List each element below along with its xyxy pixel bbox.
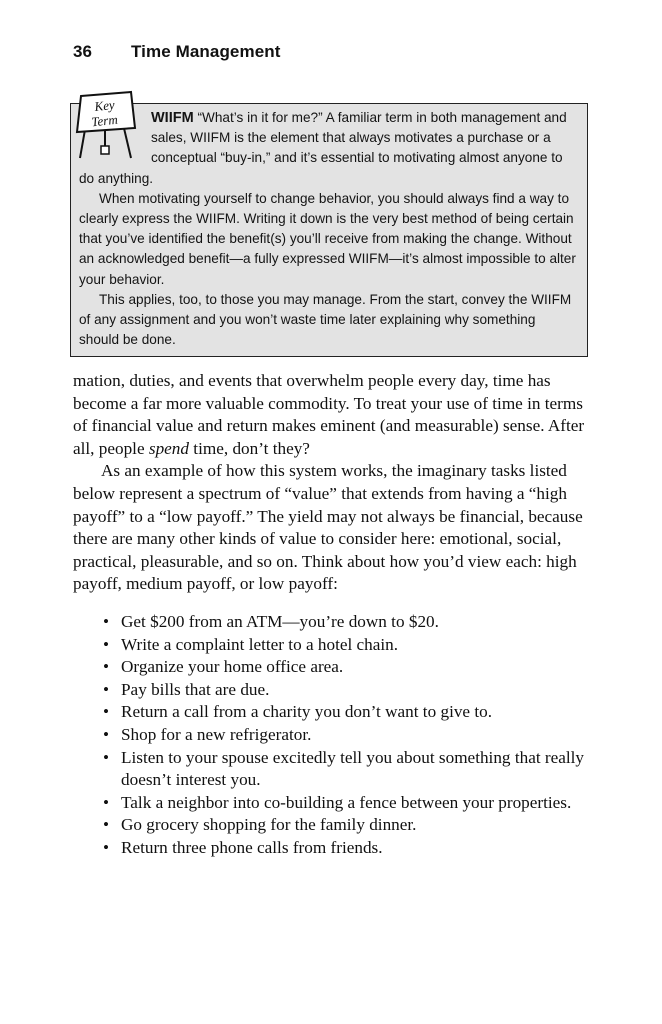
bullet: • <box>103 702 110 722</box>
bullet: • <box>103 634 110 654</box>
list-item: • Listen to your spouse excitedly tell you about something that really doesn’t interest you. <box>103 747 585 790</box>
list-item: • Return three phone calls from friends. <box>73 837 585 860</box>
list-item: • Return a call from a charity you don’t want to give to. <box>73 701 585 724</box>
list-item: • Pay bills that are due. <box>73 679 585 702</box>
bullet: • <box>103 679 110 699</box>
bullet: • <box>103 747 110 767</box>
body-paragraph: As an example of how this system works, the imaginary tasks listed below represent a spectrum of “value” that extends from having a “high payoff” to a “low payoff.” The yield may not always be financial, because there are many other kinds of value to consider here: emotional, social, practical, pleasurable, and so on. Think about how you’d view each: high payoff, medium payoff, or low payoff: <box>73 461 583 594</box>
emphasis: spend <box>148 438 189 458</box>
list-item: • Talk a neighbor into co-building a fence between your properties. <box>73 792 585 815</box>
bullet: • <box>103 792 110 812</box>
bullet: • <box>103 657 110 677</box>
task-list <box>73 611 585 860</box>
key-term-definition <box>79 108 579 189</box>
key-term-icon-word-1: Key <box>93 97 116 115</box>
bullet: • <box>103 611 110 631</box>
list-item: • Organize your home office area. <box>73 656 585 679</box>
key-term-text <box>71 104 587 350</box>
list-item: • Write a complaint letter to a hotel chain. <box>73 634 585 657</box>
key-term-icon-word-2: Term <box>90 111 119 130</box>
running-header <box>73 42 281 62</box>
page-number: 36 <box>73 42 93 61</box>
key-term-easel-icon <box>71 88 143 164</box>
bullet: • <box>103 837 110 857</box>
key-term-paragraph: This applies, too, to those you may manage. From the start, convey the WIIFM of any assignment and you won’t waste time later explaining why something should be done. <box>79 291 572 348</box>
list-item: • Go grocery shopping for the family dinner. <box>73 814 585 837</box>
body-text <box>73 370 585 859</box>
bullet: • <box>103 815 110 835</box>
key-term-definition-text: “What’s in it for me?” A familiar term in both management and sales, WIIFM is the element that always motivates a purchase or a conceptual “buy-in,” and it’s essential to motivating almost anyone to do anything. <box>79 110 567 186</box>
body-paragraph: mation, duties, and events that overwhelm people every day, time has become a far more valuable commodity. To treat your use of time in terms of financial value and return makes eminent (and measurable) sense. After all, people spend time, don’t they? <box>73 371 585 458</box>
key-term-box <box>70 97 588 357</box>
key-term-word: WIIFM <box>151 110 194 126</box>
list-item: • Get $200 from an ATM—you’re down to $20. <box>73 611 585 634</box>
list-item: • Shop for a new refrigerator. <box>73 724 585 747</box>
chapter-title: Time Management <box>131 42 281 61</box>
key-term-paragraph: When motivating yourself to change behavior, you should always find a way to clearly express the WIIFM. Writing it down is the very best method of being certain that you’ve identified the benefit(s) you’ll receive from making the change. Without an acknowledged benefit—a fully expressed WIIFM—it’s almost impossible to alter your behavior. <box>79 190 576 287</box>
bullet: • <box>103 724 110 744</box>
